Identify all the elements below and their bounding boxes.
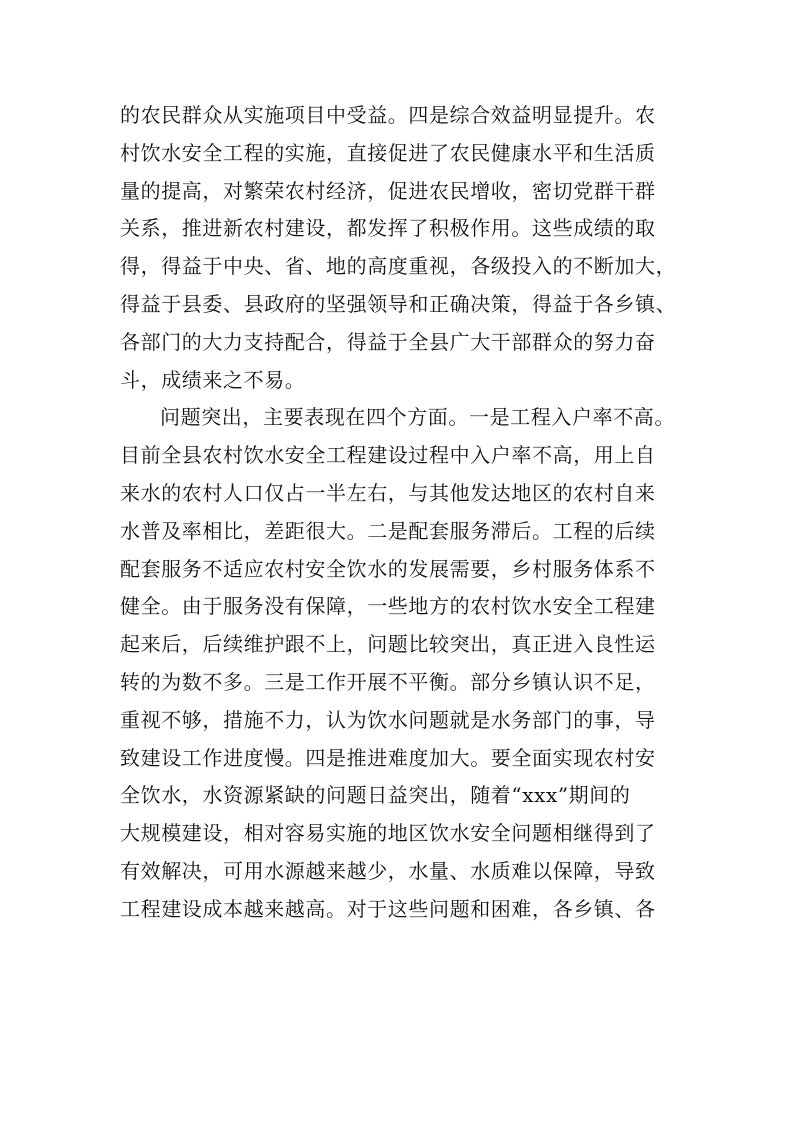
text-line-12: 水普及率相比，差距很大。二是配套服务滞后。工程的后续 bbox=[120, 518, 656, 543]
text-line-4: 关系，推进新农村建设，都发挥了积极作用。这些成绩的取 bbox=[120, 216, 656, 241]
text-line-7: 各部门的大力支持配合，得益于全县广大干部群众的努力奋 bbox=[120, 329, 656, 354]
text-line-18: 致建设工作进度慢。四是推进难度加大。要全面实现农村安 bbox=[120, 745, 656, 770]
text-line-2: 村饮水安全工程的实施，直接促进了农民健康水平和生活质 bbox=[120, 140, 656, 165]
text-line-22: 工程建设成本越来越高。对于这些问题和困难，各乡镇、各 bbox=[120, 896, 656, 921]
text-line-11: 来水的农村人口仅占一半左右，与其他发达地区的农村自来 bbox=[120, 480, 656, 505]
text-line-10: 目前全县农村饮水安全工程建设过程中入户率不高，用上自 bbox=[120, 443, 656, 468]
text-line-16: 转的为数不多。三是工作开展不平衡。部分乡镇认识不足， bbox=[120, 669, 656, 694]
body-text bbox=[120, 97, 685, 929]
text-line-13: 配套服务不适应农村安全饮水的发展需要，乡村服务体系不 bbox=[120, 556, 656, 581]
text-line-17: 重视不够，措施不力，认为饮水问题就是水务部门的事，导 bbox=[120, 707, 656, 732]
text-line-21: 有效解决，可用水源越来越少，水量、水质难以保障，导致 bbox=[120, 858, 656, 883]
text-line-14: 健全。由于服务没有保障，一些地方的农村饮水安全工程建 bbox=[120, 594, 656, 619]
text-line-15: 起来后，后续维护跟不上，问题比较突出，真正进入良性运 bbox=[120, 632, 656, 657]
text-line-1: 的农民群众从实施项目中受益。四是综合效益明显提升。农 bbox=[120, 103, 656, 127]
text-line-8: 斗，成绩来之不易。 bbox=[120, 367, 306, 392]
text-line-6: 得益于县委、县政府的坚强领导和正确决策，得益于各乡镇、 bbox=[120, 291, 677, 316]
text-line-3: 量的提高，对繁荣农村经济，促进农民增收，密切党群干群 bbox=[120, 178, 656, 203]
text-line-20: 大规模建设，相对容易实施的地区饮水安全问题相继得到了 bbox=[120, 821, 656, 846]
text-line-5: 得，得益于中央、省、地的高度重视，各级投入的不断加大， bbox=[120, 254, 677, 279]
paragraph-start-line: 问题突出，主要表现在四个方面。一是工程入户率不高。 bbox=[160, 405, 675, 430]
text-line-19: 全饮水，水资源紧缺的问题日益突出，随着“xxx”期间的 bbox=[120, 783, 631, 808]
